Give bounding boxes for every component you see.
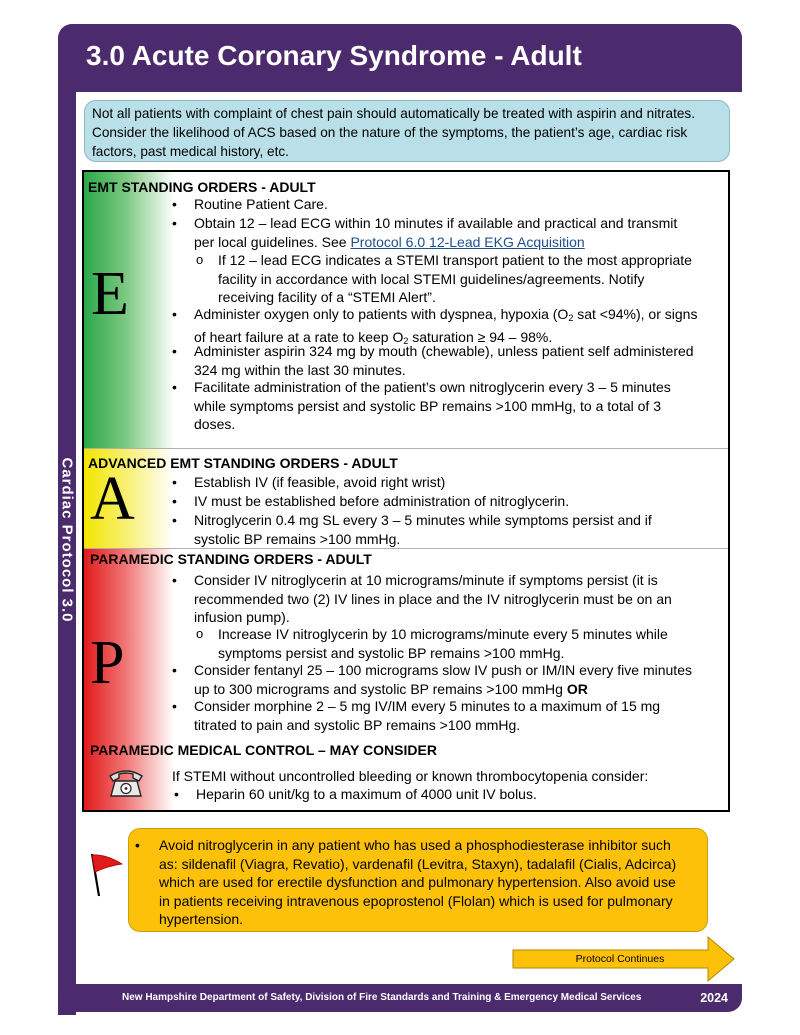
list-item: • IV must be established before administration of nitroglycerin. <box>172 493 570 509</box>
medical-control-title: PARAMEDIC MEDICAL CONTROL – MAY CONSIDER <box>90 742 437 758</box>
warning-box <box>128 828 708 932</box>
paramedic-letter: P <box>90 629 125 697</box>
list-item: • Routine Patient Care. <box>172 196 328 212</box>
divider <box>84 448 728 449</box>
footer-bar <box>58 984 742 1012</box>
list-item: • Nitroglycerin 0.4 mg SL every 3 – 5 minutes while symptoms persist and if systolic BP remains >100 mmHg. <box>172 512 652 547</box>
paramedic-title: PARAMEDIC STANDING ORDERS - ADULT <box>90 551 372 567</box>
list-item: • Consider morphine 2 – 5 mg IV/IM every 5 minutes to a maximum of 15 mg titrated to pain and systolic BP remains >100 mmHg. <box>172 698 661 733</box>
medical-control-intro: If STEMI without uncontrolled bleeding or known thrombocytopenia consider: <box>172 768 649 784</box>
sub-list-item: o Increase IV nitroglycerin by 10 micrograms/minute every 5 minutes while symptoms persist and systolic BP remains >100 mmHg. <box>196 626 668 661</box>
list-item: • Establish IV (if feasible, avoid right wrist) <box>172 474 446 490</box>
side-label: Cardiac Protocol 3.0 <box>58 457 76 623</box>
note-box: Not all patients with complaint of chest pain should automatically be treated with aspirin and nitrates. Consider the likelihood of ACS based on the nature of the symptoms, the patient’s age, cardiac risk factors, past medical history, etc. <box>84 100 730 162</box>
footer-text: New Hampshire Department of Safety, Division of Fire Standards and Training & Emergency Medical Services <box>122 992 642 1003</box>
emt-title: EMT STANDING ORDERS - ADULT <box>88 179 316 195</box>
header-bar <box>58 24 742 92</box>
list-item: • Administer aspirin 324 mg by mouth (chewable), unless patient self administered 324 mg within the last 30 minutes. <box>172 343 694 378</box>
protocol-continues-label: Protocol Continues <box>575 953 665 965</box>
emt-letter: E <box>91 260 129 328</box>
aemt-letter: A <box>90 465 135 533</box>
sub-list-item: o If 12 – lead ECG indicates a STEMI transport patient to the most appropriate facility in accordance with local STEMI guidelines/agreements. Notify receiving facility of a “STEMI Alert”. <box>196 252 692 305</box>
orders-box <box>82 170 730 812</box>
telephone-icon <box>106 764 146 800</box>
warning-text: • Avoid nitroglycerin in any patient who has used a phosphodiesterase inhibitor such as: sildenafil (Viagra, Revatio), vardenafil (Levitra, Staxyn), tadalafil (Cialis, Adcirca) which are used for erectile dysfunction and pulmonary hypertension. Also avoid use in patients receiving intravenous epoprostenol (Flolan) which is used for pulmonary hypertension. <box>135 837 677 927</box>
list-item: • Heparin 60 unit/kg to a maximum of 4000 unit IV bolus. <box>174 786 537 802</box>
protocol-continues-arrow[interactable] <box>512 936 736 982</box>
list-item: • Administer oxygen only to patients with dyspnea, hypoxia ($O_2$ sat <94%), or signs of heart failure at a rate to keep $O_2$ saturation ≥ 94 – 98%. <box>172 306 698 346</box>
page-title: 3.0 Acute Coronary Syndrome - Adult <box>86 40 582 71</box>
list-item: • Facilitate administration of the patient’s own nitroglycerin every 3 – 5 minutes while symptoms persist and systolic BP remains >100 mmHg, to a total of 3 doses. <box>172 379 671 432</box>
divider <box>84 548 728 549</box>
aemt-title: ADVANCED EMT STANDING ORDERS - ADULT <box>88 455 398 471</box>
red-flag-icon <box>84 850 126 898</box>
protocol-link[interactable]: Protocol 6.0 12-Lead EKG Acquisition <box>350 233 585 250</box>
footer-year: 2024 <box>700 991 728 1005</box>
list-item: • Obtain 12 – lead ECG within 10 minutes if available and practical and transmit per local guidelines. See Protocol 6.0 12-Lead EKG Acquisition <box>172 215 678 250</box>
list-item: • Consider IV nitroglycerin at 10 micrograms/minute if symptoms persist (it is recommended two (2) IV lines in place and the IV nitroglycerin must be on an infusion pump). <box>172 572 672 625</box>
list-item: • Consider fentanyl 25 – 100 micrograms slow IV push or IM/IN every five minutes up to 300 micrograms and systolic BP remains >100 mmHg OR <box>172 662 692 697</box>
